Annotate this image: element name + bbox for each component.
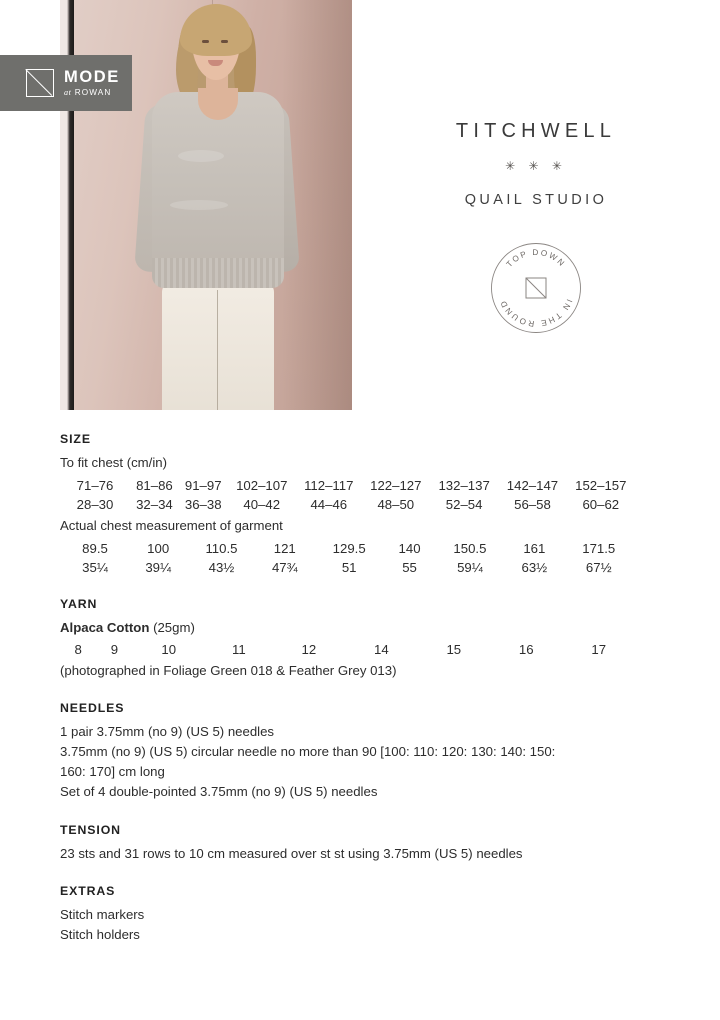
size-cell: 48–50 bbox=[377, 497, 415, 513]
yarn-cell: 11 bbox=[231, 642, 246, 658]
size-cell: 122–127 bbox=[370, 478, 422, 494]
size-cell: 71–76 bbox=[76, 478, 114, 494]
yarn-cell: 14 bbox=[374, 642, 389, 658]
table-row-actual-in bbox=[60, 558, 635, 577]
studio-credit: QUAIL STUDIO bbox=[464, 192, 608, 208]
yarn-cell: 12 bbox=[301, 642, 317, 658]
size-cell: 63½ bbox=[521, 560, 548, 576]
needles-line: 160: 170] cm long bbox=[60, 764, 165, 780]
size-cell: 36–38 bbox=[184, 497, 222, 513]
top-down-in-the-round-stamp bbox=[490, 242, 582, 334]
brand-name: MODE bbox=[64, 68, 120, 87]
size-cell: 56–58 bbox=[514, 497, 551, 513]
title-block bbox=[400, 120, 672, 208]
size-cell: 35¼ bbox=[82, 560, 108, 576]
size-cell: 55 bbox=[402, 560, 417, 576]
size-cell: 89.5 bbox=[82, 541, 108, 557]
svg-text:TOP DOWN: TOP DOWN bbox=[504, 247, 568, 270]
size-cell: 51 bbox=[341, 560, 357, 576]
size-cell: 52–54 bbox=[445, 497, 483, 513]
model-eye-right bbox=[221, 40, 228, 43]
yarn-name-row bbox=[60, 618, 660, 638]
yarn-cell: 17 bbox=[591, 642, 607, 658]
pattern-details bbox=[60, 432, 660, 965]
size-cell: 142–147 bbox=[506, 478, 559, 494]
size-cell: 47¾ bbox=[271, 560, 298, 576]
size-cell: 171.5 bbox=[582, 541, 616, 557]
sweater-fold bbox=[178, 150, 224, 162]
model-trouser-seam bbox=[217, 290, 218, 410]
table-row-actual-cm bbox=[60, 539, 635, 558]
sweater-hem-rib bbox=[152, 258, 284, 288]
needles-line: 3.75mm (no 9) (US 5) circular needle no more than 90 [100: 110: 120: 130: 140: 150: bbox=[60, 744, 556, 760]
size-cell: 59¼ bbox=[457, 560, 483, 576]
section-yarn bbox=[60, 597, 660, 681]
yarn-photographed-note: (photographed in Foliage Green 018 & Feather Grey 013) bbox=[60, 663, 397, 679]
yarn-cell: 9 bbox=[110, 642, 119, 658]
brand-rowan: ROWAN bbox=[74, 87, 112, 97]
table-row-to-fit-in bbox=[60, 495, 635, 514]
size-cell: 110.5 bbox=[205, 541, 238, 557]
model-hair-front bbox=[180, 4, 252, 56]
size-cell: 100 bbox=[147, 541, 170, 557]
yarn-cell: 15 bbox=[446, 642, 462, 658]
section-needles bbox=[60, 701, 660, 802]
yarn-cell: 8 bbox=[74, 642, 82, 658]
table-row-to-fit-cm bbox=[60, 476, 635, 495]
section-heading-size: SIZE bbox=[60, 432, 91, 446]
size-cell: 40–42 bbox=[243, 497, 281, 513]
model-figure bbox=[118, 0, 318, 410]
actual-chest-label: Actual chest measurement of garment bbox=[60, 518, 283, 534]
size-cell: 161 bbox=[523, 541, 546, 557]
size-cell: 150.5 bbox=[453, 541, 487, 557]
section-heading-needles: NEEDLES bbox=[60, 701, 125, 716]
brand-subname bbox=[64, 89, 120, 97]
size-cell: 91–97 bbox=[184, 478, 222, 494]
extras-line: Stitch markers bbox=[60, 906, 145, 922]
section-heading-extras: EXTRAS bbox=[60, 883, 116, 898]
model-trousers bbox=[162, 282, 274, 410]
brand-wordmark bbox=[64, 69, 120, 97]
sweater-fold bbox=[170, 200, 228, 210]
section-heading-yarn: YARN bbox=[60, 597, 98, 612]
size-cell: 152–157 bbox=[575, 478, 627, 494]
yarn-weight: (25gm) bbox=[153, 620, 195, 636]
table-row-yarn-balls bbox=[60, 639, 635, 660]
square-diagonal-icon bbox=[26, 69, 54, 97]
size-cell: 81–86 bbox=[136, 478, 173, 494]
yarn-cell: 16 bbox=[518, 642, 534, 658]
extras-line: Stitch holders bbox=[60, 926, 140, 942]
size-cell: 129.5 bbox=[332, 541, 366, 557]
star-divider: ✳ ✳ ✳ bbox=[505, 159, 567, 173]
yarn-cell: 10 bbox=[161, 642, 177, 658]
brand-at: at bbox=[64, 87, 72, 97]
size-cell: 28–30 bbox=[76, 497, 114, 513]
brand-badge bbox=[0, 55, 132, 111]
size-cell: 60–62 bbox=[582, 497, 620, 513]
tension-line: 23 sts and 31 rows to 10 cm measured over st st using 3.75mm (US 5) needles bbox=[60, 845, 523, 861]
needles-line: Set of 4 double-pointed 3.75mm (no 9) (US 5) needles bbox=[60, 784, 378, 800]
section-extras bbox=[60, 884, 660, 945]
size-cell: 140 bbox=[398, 541, 421, 557]
section-heading-tension: TENSION bbox=[60, 822, 121, 837]
size-cell: 121 bbox=[273, 541, 296, 557]
size-cell: 43½ bbox=[208, 560, 235, 576]
size-cell: 67½ bbox=[585, 560, 612, 576]
needles-line: 1 pair 3.75mm (no 9) (US 5) needles bbox=[60, 724, 275, 740]
size-table bbox=[60, 476, 635, 514]
to-fit-chest-label: To fit chest (cm/in) bbox=[60, 455, 167, 470]
page-title: TITCHWELL bbox=[455, 120, 617, 142]
size-cell: 44–46 bbox=[310, 497, 348, 513]
svg-text:IN THE ROUND: IN THE ROUND bbox=[498, 297, 574, 329]
actual-measurement-table bbox=[60, 539, 635, 577]
size-cell: 132–137 bbox=[438, 478, 490, 494]
yarn-name: Alpaca Cotton bbox=[60, 620, 150, 636]
yarn-ball-table bbox=[60, 639, 635, 660]
size-cell: 32–34 bbox=[136, 497, 173, 513]
size-cell: 39¼ bbox=[145, 560, 171, 576]
size-cell: 112–117 bbox=[304, 478, 354, 494]
size-cell: 102–107 bbox=[236, 478, 288, 494]
section-tension bbox=[60, 823, 660, 864]
model-eye-left bbox=[202, 40, 209, 43]
section-size bbox=[60, 432, 660, 577]
